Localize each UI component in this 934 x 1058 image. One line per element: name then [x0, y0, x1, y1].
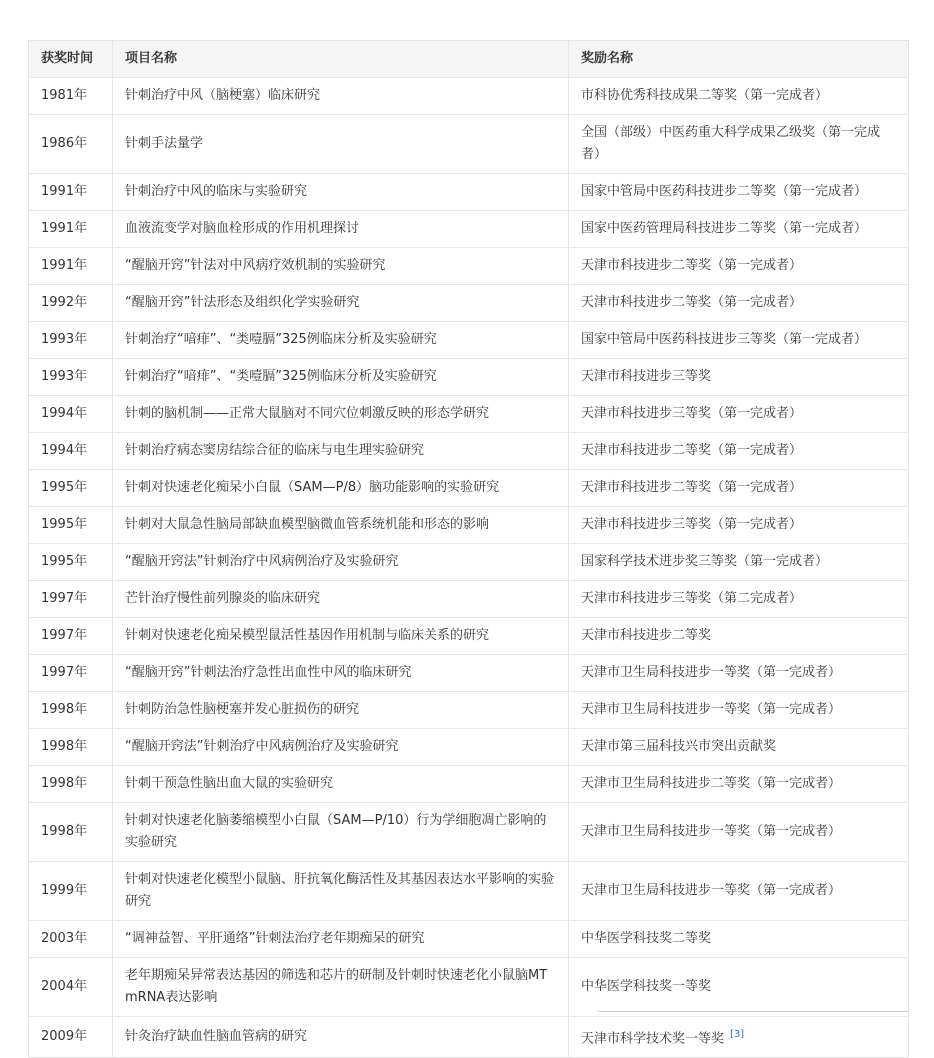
year-cell: [29, 507, 113, 544]
award-cell-text: 中华医学科技奖一等奖: [581, 979, 712, 994]
table-row: [29, 470, 909, 507]
table-row: [29, 544, 909, 581]
table-row: [29, 618, 909, 655]
project-cell-text: “醒脑开窍”针法形态及组织化学实验研究: [125, 295, 360, 310]
award-cell: [569, 618, 909, 655]
project-cell-text: 针刺对快速老化痴呆模型鼠活性基因作用机制与临床关系的研究: [125, 628, 490, 643]
year-cell: [29, 655, 113, 692]
year-cell-text: 2003年: [41, 931, 88, 946]
table-row: [29, 174, 909, 211]
project-cell: [113, 692, 569, 729]
project-cell: [113, 285, 569, 322]
table-row: [29, 396, 909, 433]
project-cell-text: 针刺的脑机制——正常大鼠脑对不同穴位刺激反映的形态学研究: [125, 406, 490, 421]
project-cell: [113, 862, 569, 921]
award-cell: [569, 211, 909, 248]
table-row: [29, 921, 909, 958]
award-cell-text: 中华医学科技奖二等奖: [581, 931, 712, 946]
award-cell: [569, 507, 909, 544]
year-cell: [29, 803, 113, 862]
award-cell: [569, 248, 909, 285]
year-cell-text: 1991年: [41, 221, 88, 236]
header-year: 获奖时间: [29, 41, 113, 78]
year-cell-text: 1998年: [41, 776, 88, 791]
project-cell-text: “醒脑开窍法”针刺治疗中风病例治疗及实验研究: [125, 739, 399, 754]
table-row: [29, 1017, 909, 1058]
award-cell: [569, 862, 909, 921]
project-cell-text: 针刺治疗中风的临床与实验研究: [125, 184, 308, 199]
year-cell: [29, 921, 113, 958]
award-cell-text: 天津市科技进步二等奖（第一完成者）: [581, 258, 803, 273]
project-cell: [113, 958, 569, 1017]
award-cell-text: 天津市科技进步三等奖（第一完成者）: [581, 517, 803, 532]
year-cell: [29, 359, 113, 396]
project-cell: [113, 174, 569, 211]
table-row: [29, 507, 909, 544]
award-cell: [569, 692, 909, 729]
award-cell-text: 天津市科技进步三等奖: [581, 369, 712, 384]
award-cell-text: 天津市卫生局科技进步一等奖（第一完成者）: [581, 883, 842, 898]
year-cell-text: 1997年: [41, 628, 88, 643]
award-cell: [569, 803, 909, 862]
award-cell-text: 天津市科技进步二等奖（第一完成者）: [581, 295, 803, 310]
project-cell-text: 老年期痴呆异常表达基因的筛选和芯片的研制及针刺时快速老化小鼠脑MTmRNA表达影响: [125, 968, 548, 1005]
year-cell-text: 2009年: [41, 1029, 88, 1045]
project-cell-text: 针刺治疗“喑痱”、“类噎膈”325例临床分析及实验研究: [125, 369, 437, 384]
project-cell-text: 针刺对大鼠急性脑局部缺血模型脑微血管系统机能和形态的影响: [125, 517, 490, 532]
header-project: 项目名称: [113, 41, 569, 78]
award-cell: [569, 655, 909, 692]
table-row: [29, 766, 909, 803]
project-cell: [113, 211, 569, 248]
award-cell-text: 全国（部级）中医药重大科学成果乙级奖（第一完成者）: [581, 125, 881, 162]
award-cell-text: 天津市科学技术奖一等奖: [581, 1031, 725, 1047]
table-row: [29, 285, 909, 322]
project-cell-text: 针刺干预急性脑出血大鼠的实验研究: [125, 776, 334, 791]
year-cell-text: 1997年: [41, 591, 88, 606]
year-cell-text: 1986年: [41, 136, 88, 151]
award-cell-text: 天津市科技进步二等奖（第一完成者）: [581, 480, 803, 495]
award-cell: [569, 1017, 909, 1058]
award-cell-text: 天津市科技进步二等奖（第一完成者）: [581, 443, 803, 458]
award-cell: [569, 396, 909, 433]
year-cell-text: 1994年: [41, 406, 88, 421]
project-cell: [113, 766, 569, 803]
project-cell: [113, 115, 569, 174]
project-cell: [113, 78, 569, 115]
year-cell: [29, 958, 113, 1017]
project-cell: [113, 507, 569, 544]
award-cell-text: 天津市科技进步三等奖（第二完成者）: [581, 591, 803, 606]
project-cell-text: “调神益智、平肝通络”针刺法治疗老年期痴呆的研究: [125, 931, 425, 946]
year-cell: [29, 248, 113, 285]
year-cell: [29, 211, 113, 248]
year-cell: [29, 115, 113, 174]
table-row: [29, 433, 909, 470]
table-row: [29, 115, 909, 174]
year-cell: [29, 1017, 113, 1058]
award-cell-text: 天津市卫生局科技进步一等奖（第一完成者）: [581, 824, 842, 839]
project-cell-text: 针刺对快速老化脑萎缩模型小白鼠（SAM—P/10）行为学细胞凋亡影响的实验研究: [125, 813, 547, 850]
year-cell-text: 1994年: [41, 443, 88, 458]
year-cell-text: 2004年: [41, 979, 88, 994]
project-cell: [113, 248, 569, 285]
year-cell: [29, 78, 113, 115]
project-cell-text: 针灸治疗缺血性脑血管病的研究: [125, 1029, 308, 1045]
award-cell-text: 国家中管局中医药科技进步二等奖（第一完成者）: [581, 184, 868, 199]
year-cell: [29, 544, 113, 581]
year-cell: [29, 766, 113, 803]
project-cell: [113, 1017, 569, 1058]
project-cell-text: 针刺治疗中风（脑梗塞）临床研究: [125, 88, 321, 103]
table-row: [29, 862, 909, 921]
award-cell: [569, 958, 909, 1017]
year-cell: [29, 322, 113, 359]
award-cell: [569, 78, 909, 115]
project-cell-text: “醒脑开窍”针法对中风病疗效机制的实验研究: [125, 258, 386, 273]
year-cell: [29, 729, 113, 766]
table-row: [29, 322, 909, 359]
year-cell: [29, 692, 113, 729]
year-cell: [29, 862, 113, 921]
project-cell-text: 血液流变学对脑血栓形成的作用机理探讨: [125, 221, 360, 236]
header-award: 奖励名称: [569, 41, 909, 78]
year-cell: [29, 470, 113, 507]
project-cell: [113, 655, 569, 692]
award-cell-text: 天津市科技进步二等奖: [581, 628, 712, 643]
table-row: [29, 248, 909, 285]
project-cell-text: 针刺治疗“喑痱”、“类噎膈”325例临床分析及实验研究: [125, 332, 437, 347]
citation-link[interactable]: [3]: [730, 1029, 745, 1040]
project-cell-text: 芒针治疗慢性前列腺炎的临床研究: [125, 591, 321, 606]
year-cell-text: 1998年: [41, 702, 88, 717]
award-cell: [569, 115, 909, 174]
year-cell: [29, 396, 113, 433]
table-row: [29, 692, 909, 729]
table-row: [29, 803, 909, 862]
year-cell: [29, 285, 113, 322]
award-cell: [569, 174, 909, 211]
project-cell: [113, 359, 569, 396]
year-cell: [29, 174, 113, 211]
award-cell: [569, 729, 909, 766]
award-cell: [569, 581, 909, 618]
year-cell-text: 1993年: [41, 332, 88, 347]
year-cell-text: 1992年: [41, 295, 88, 310]
award-cell: [569, 285, 909, 322]
project-cell: [113, 322, 569, 359]
table-row: [29, 359, 909, 396]
project-cell-text: 针刺手法量学: [125, 136, 204, 151]
award-cell: [569, 470, 909, 507]
award-cell-text: 国家中医药管理局科技进步二等奖（第一完成者）: [581, 221, 868, 236]
project-cell: [113, 803, 569, 862]
table-row: [29, 211, 909, 248]
project-cell-text: 针刺对快速老化模型小鼠脑、肝抗氧化酶活性及其基因表达水平影响的实验研究: [125, 872, 555, 909]
year-cell-text: 1997年: [41, 665, 88, 680]
project-cell: [113, 433, 569, 470]
award-cell-text: 天津市第三届科技兴市突出贡献奖: [581, 739, 777, 754]
project-cell-text: 针刺对快速老化痴呆小白鼠（SAM—P/8）脑功能影响的实验研究: [125, 480, 500, 495]
year-cell: [29, 581, 113, 618]
bottom-divider: [598, 1011, 908, 1012]
project-cell-text: “醒脑开窍”针刺法治疗急性出血性中风的临床研究: [125, 665, 412, 680]
award-cell-text: 天津市卫生局科技进步二等奖（第一完成者）: [581, 776, 842, 791]
award-cell: [569, 921, 909, 958]
year-cell: [29, 618, 113, 655]
year-cell-text: 1998年: [41, 739, 88, 754]
year-cell-text: 1999年: [41, 883, 88, 898]
award-cell: [569, 322, 909, 359]
table-row: [29, 581, 909, 618]
award-cell-text: 国家科学技术进步奖三等奖（第一完成者）: [581, 554, 829, 569]
award-cell-text: 天津市卫生局科技进步一等奖（第一完成者）: [581, 702, 842, 717]
year-cell-text: 1993年: [41, 369, 88, 384]
project-cell: [113, 396, 569, 433]
award-cell-text: 市科协优秀科技成果二等奖（第一完成者）: [581, 88, 829, 103]
year-cell-text: 1995年: [41, 554, 88, 569]
year-cell-text: 1991年: [41, 258, 88, 273]
award-cell: [569, 359, 909, 396]
awards-table: [28, 40, 909, 1058]
year-cell-text: 1981年: [41, 88, 88, 103]
table-header-row: [29, 41, 909, 78]
award-cell: [569, 766, 909, 803]
award-cell: [569, 544, 909, 581]
year-cell-text: 1991年: [41, 184, 88, 199]
award-cell: [569, 433, 909, 470]
table-row: [29, 729, 909, 766]
award-cell-text: 天津市科技进步三等奖（第一完成者）: [581, 406, 803, 421]
year-cell-text: 1998年: [41, 824, 88, 839]
awards-table-container: [28, 40, 908, 1058]
project-cell: [113, 618, 569, 655]
table-row: [29, 78, 909, 115]
table-row: [29, 958, 909, 1017]
project-cell: [113, 581, 569, 618]
project-cell-text: 针刺防治急性脑梗塞并发心脏损伤的研究: [125, 702, 360, 717]
project-cell-text: “醒脑开窍法”针刺治疗中风病例治疗及实验研究: [125, 554, 399, 569]
award-cell-text: 天津市卫生局科技进步一等奖（第一完成者）: [581, 665, 842, 680]
year-cell-text: 1995年: [41, 480, 88, 495]
project-cell: [113, 544, 569, 581]
table-row: [29, 655, 909, 692]
project-cell: [113, 470, 569, 507]
year-cell-text: 1995年: [41, 517, 88, 532]
award-cell-text: 国家中管局中医药科技进步三等奖（第一完成者）: [581, 332, 868, 347]
project-cell-text: 针刺治疗病态窦房结综合征的临床与电生理实验研究: [125, 443, 425, 458]
project-cell: [113, 921, 569, 958]
year-cell: [29, 433, 113, 470]
project-cell: [113, 729, 569, 766]
